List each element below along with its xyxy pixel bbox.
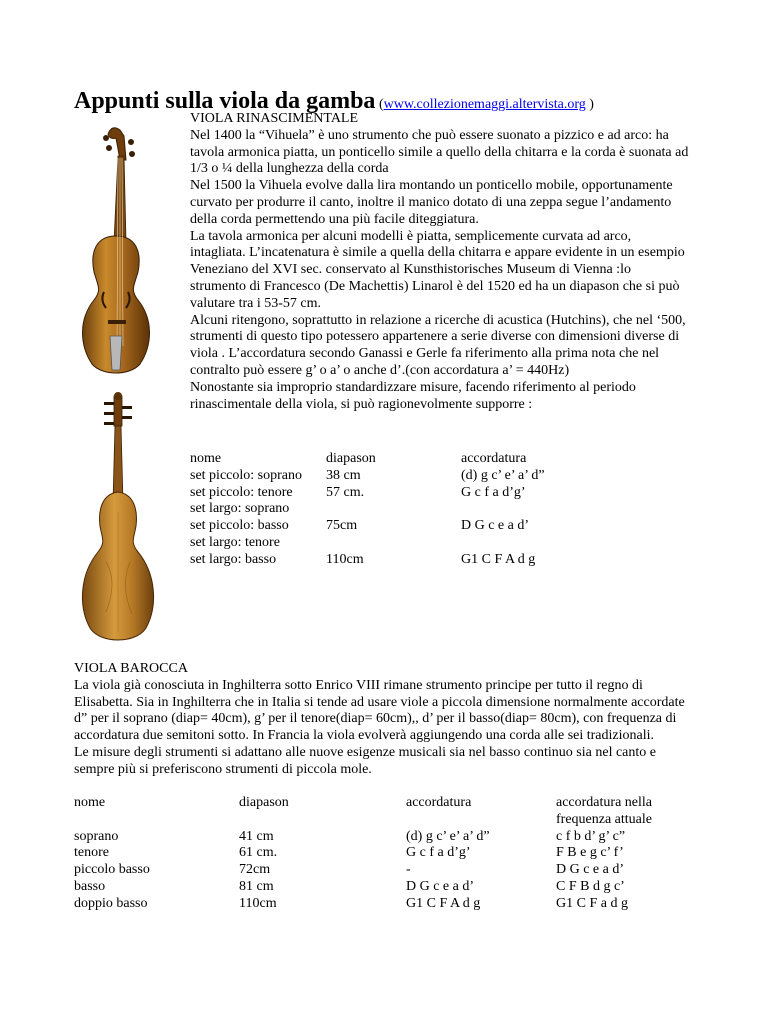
paragraph: La tavola armonica per alcuni modelli è piatta, semplicemente curvata ad arco, intagliata. L’incatenatura è simile a quella della chitarra e appare evidente in un esempio Veneziano del XVI sec. conservato al Kunsthistorisches Museum di Vienna :lo strumento di Francesco (De Machettis) Linarol è del 1520 ed ha un diapason che si può valutare tra i 53-57 cm. — [190, 228, 685, 311]
table-header-cell: diapason — [239, 795, 289, 810]
table-cell: 81 cm — [239, 878, 274, 894]
table-row — [190, 552, 621, 569]
table-cell: set largo: basso — [190, 551, 277, 567]
website-link[interactable]: www.collezionemaggi.altervista.org — [383, 97, 586, 112]
viola-back-image — [76, 392, 158, 646]
paragraph: La viola già conosciuta in Inghilterra sotto Enrico VIII rimane strumento principe per tutto il regno di Elisabetta. Sia in Inghilterra che in Italia si tende ad usare viole a piccola dimensione normalmente accordate d” per il soprano (diap= 40cm), g’ per il tenore(diap= 60cm),, d’ per il basso(diap= 80cm), con frequenza di accordatura due semitoni sotto. In Francia la viola evolverà aggiungendo una corda alle sei tradizionali. — [74, 677, 685, 744]
table-cell: (d) g c’ e’ a’ d” — [406, 828, 490, 844]
table-cell: C F B d g c’ — [556, 878, 625, 894]
table-row — [74, 829, 696, 846]
table-cell: D G c e a d’ — [406, 878, 475, 894]
table-cell: D G c e a d’ — [556, 862, 625, 878]
viola-front-image — [76, 124, 156, 384]
table-row — [190, 468, 621, 485]
section-heading: VIOLA BAROCCA — [74, 661, 188, 676]
table-cell: G c f a d’g’ — [461, 484, 526, 500]
table-cell: 41 cm — [239, 828, 274, 844]
table-cell: soprano — [74, 828, 119, 844]
paragraph: Nel 1400 la “Vihuela” è uno strumento che può essere suonato a pizzico e ad arco: ha tavola armonica piatta, un ponticello simile a quello della chitarra e la corda è suonata ad 1/3 o ¼ della lunghezza della corda — [190, 127, 689, 177]
table-cell: set piccolo: tenore — [190, 484, 293, 500]
table-row — [190, 535, 621, 552]
table-cell: - — [406, 862, 411, 878]
table-cell: tenore — [74, 845, 109, 861]
table-header-cell: diapason — [326, 451, 376, 466]
table-cell: D G c e a d’ — [461, 518, 530, 534]
link-close-paren: ) — [585, 97, 594, 112]
table-cell: G c f a d’g’ — [406, 845, 471, 861]
table-header-cell: accordatura — [406, 795, 472, 810]
table-row — [190, 485, 621, 502]
table-cell: set largo: tenore — [190, 534, 280, 550]
table-cell: G1 C F A d g — [406, 895, 481, 911]
table-header-cell: accordatura nella frequenza attuale — [556, 795, 652, 827]
title-link-wrap — [375, 97, 594, 112]
table-cell: 110cm — [239, 895, 277, 911]
table-cell: set largo: soprano — [190, 501, 290, 517]
table-header-row — [74, 795, 696, 829]
table-cell — [461, 501, 621, 518]
table-row — [74, 879, 696, 896]
table-header-cell: nome — [190, 451, 222, 466]
renaissance-sizes-table — [190, 451, 621, 569]
table-cell: set piccolo: soprano — [190, 467, 302, 483]
table-cell: G1 C F a d g — [556, 895, 628, 911]
paragraph: Nonostante sia improprio standardizzare misure, facendo riferimento al periodo rinascimentale della viola, si può ragionevolmente supporre : — [190, 379, 636, 412]
paragraph: Alcuni ritengono, soprattutto in relazione a ricerche di acustica (Hutchins), che nel ‘500, strumenti di questo tipo potessero appartenere a serie diverse con dimensioni diverse di viola . L’accordatura secondo Ganassi e Gerle fa riferimento alla prima nota che nel contralto può essere g’ o a’ o anche d’.(con accordatura a’ = 440Hz) — [190, 312, 686, 378]
section-renaissance — [190, 111, 690, 413]
table-cell: F B e g c’ f’ — [556, 845, 624, 861]
table-cell: piccolo basso — [74, 862, 150, 878]
table-row — [74, 896, 696, 913]
table-header-row — [190, 451, 621, 468]
table-cell — [461, 535, 621, 552]
table-cell: 75cm — [326, 518, 358, 534]
table-cell: 72cm — [239, 862, 271, 878]
table-cell: doppio basso — [74, 895, 148, 911]
table-cell: c f b d’ g’ c” — [556, 828, 626, 844]
paragraph: Nel 1500 la Vihuela evolve dalla lira montando un ponticello mobile, opportunamente curvato per produrre il canto, inoltre il manico dotato di una zeppa segue l’andamento della corda permettendo una più facile diteggiatura. — [190, 178, 673, 227]
table-cell: basso — [74, 878, 106, 894]
table-cell — [326, 501, 461, 518]
page-title: Appunti sulla viola da gamba — [74, 88, 376, 114]
table-cell — [326, 535, 461, 552]
table-row — [190, 518, 621, 535]
paragraph: Le misure degli strumenti si adattano alle nuove esigenze musicali sia nel basso continuo sia nel canto e sempre più si preferiscono strumenti di piccola mole. — [74, 744, 656, 777]
table-cell: 110cm — [326, 551, 364, 567]
baroque-sizes-table — [74, 795, 696, 913]
table-cell: set piccolo: basso — [190, 518, 289, 534]
table-row — [74, 845, 696, 862]
table-cell: (d) g c’ e’ a’ d” — [461, 467, 545, 483]
section-baroque — [74, 661, 694, 779]
table-cell: 57 cm. — [326, 484, 365, 500]
table-header-cell: nome — [74, 795, 106, 810]
table-cell: G1 C F A d g — [461, 551, 536, 567]
table-cell: 61 cm. — [239, 845, 278, 861]
table-cell: 38 cm — [326, 467, 361, 483]
section-heading: VIOLA RINASCIMENTALE — [190, 111, 359, 126]
table-row — [74, 862, 696, 879]
table-header-cell: accordatura — [461, 451, 527, 466]
table-row — [190, 501, 621, 518]
link-open-paren: ( — [375, 97, 384, 112]
